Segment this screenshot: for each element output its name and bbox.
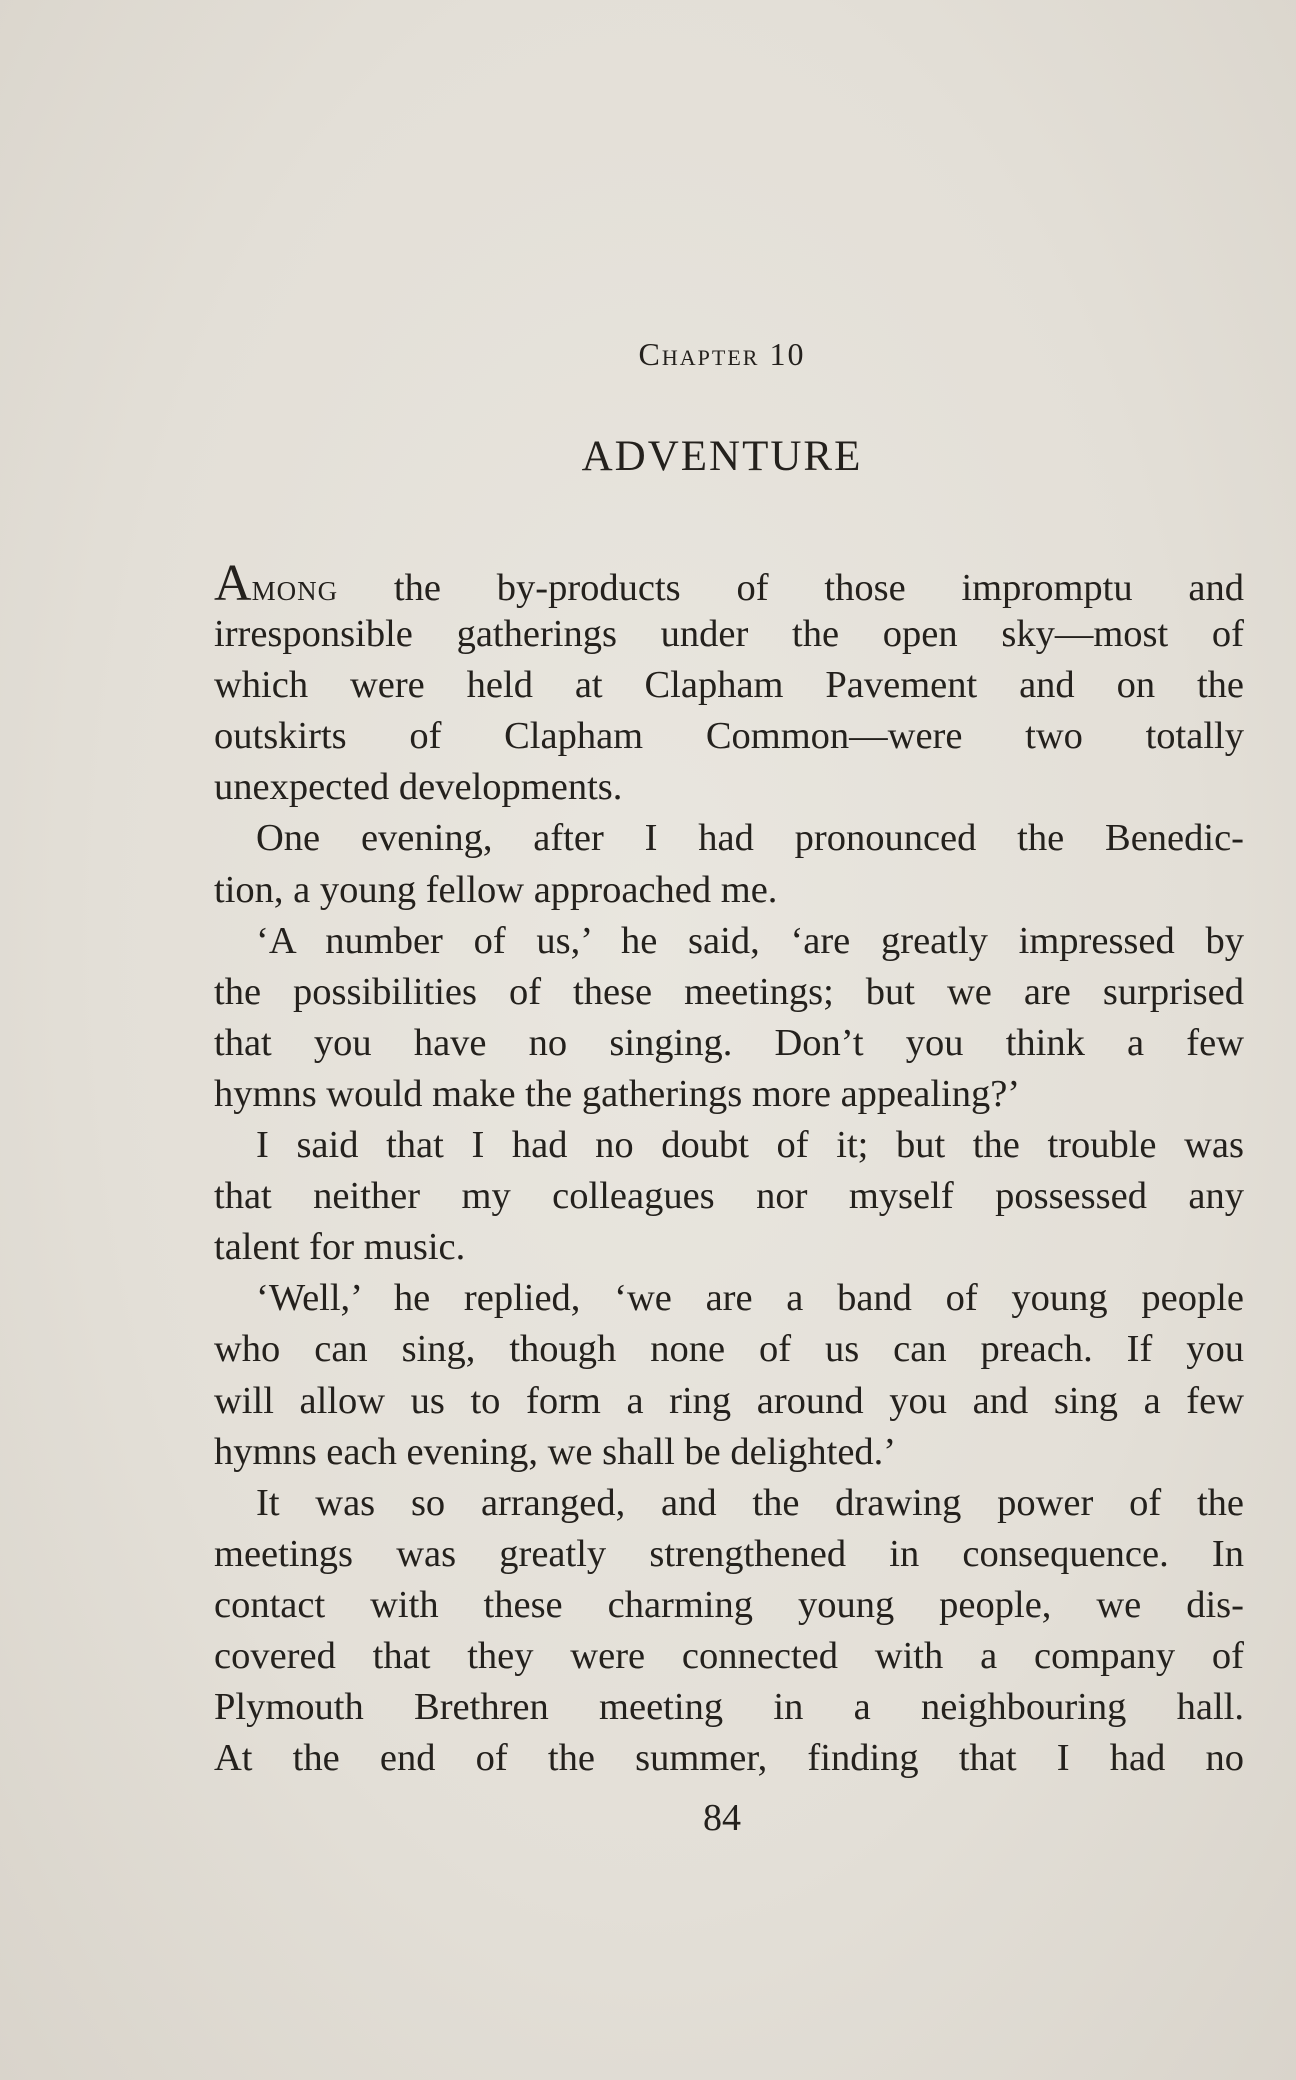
- text-line: Plymouth Brethren meeting in a neighbouring hall.: [214, 1686, 1244, 1729]
- chapter-title: ADVENTURE: [581, 433, 863, 480]
- drop-cap: A: [214, 555, 252, 612]
- text-line: who can sing, though none of us can preach. If you: [214, 1328, 1244, 1371]
- text-line: It was so arranged, and the drawing power of the: [256, 1481, 1244, 1524]
- text-line-content: the by-products of those impromptu and: [338, 567, 1244, 609]
- text-line: that neither my colleagues nor myself possessed any: [214, 1175, 1244, 1218]
- text-line: will allow us to form a ring around you and sing a few: [214, 1379, 1244, 1422]
- text-line: covered that they were connected with a company of: [214, 1634, 1244, 1677]
- text-line: that you have no singing. Don’t you think a few: [214, 1021, 1244, 1064]
- text-line: meetings was greatly strengthened in consequence. In: [214, 1532, 1244, 1575]
- text-line: outskirts of Clapham Common—were two totally: [214, 715, 1244, 758]
- text-line: talent for music.: [214, 1226, 466, 1269]
- text-line: [214, 555, 1244, 612]
- text-line: which were held at Clapham Pavement and on the: [214, 664, 1244, 707]
- opening-smallcaps: mong: [251, 567, 339, 609]
- text-line: contact with these charming young people, we dis-: [214, 1583, 1244, 1626]
- text-line: I said that I had no doubt of it; but the trouble was: [256, 1124, 1244, 1167]
- text-line: the possibilities of these meetings; but we are surprised: [214, 970, 1244, 1013]
- page-number: 84: [703, 1797, 741, 1839]
- text-line: One evening, after I had pronounced the Benedic-: [256, 817, 1244, 860]
- text-line: ‘A number of us,’ he said, ‘are greatly impressed by: [256, 919, 1244, 962]
- body-text: [214, 555, 1244, 1784]
- text-line: unexpected developments.: [214, 766, 623, 809]
- text-line: tion, a young fellow approached me.: [214, 868, 778, 911]
- text-line: ‘Well,’ he replied, ‘we are a band of young people: [256, 1277, 1244, 1320]
- chapter-label: Chapter 10: [638, 336, 806, 372]
- text-line: irresponsible gatherings under the open sky—most of: [214, 613, 1244, 656]
- text-line: At the end of the summer, finding that I had no: [214, 1737, 1244, 1780]
- text-line: hymns each evening, we shall be delighted.’: [214, 1430, 897, 1473]
- text-line: hymns would make the gatherings more appealing?’: [214, 1072, 1021, 1115]
